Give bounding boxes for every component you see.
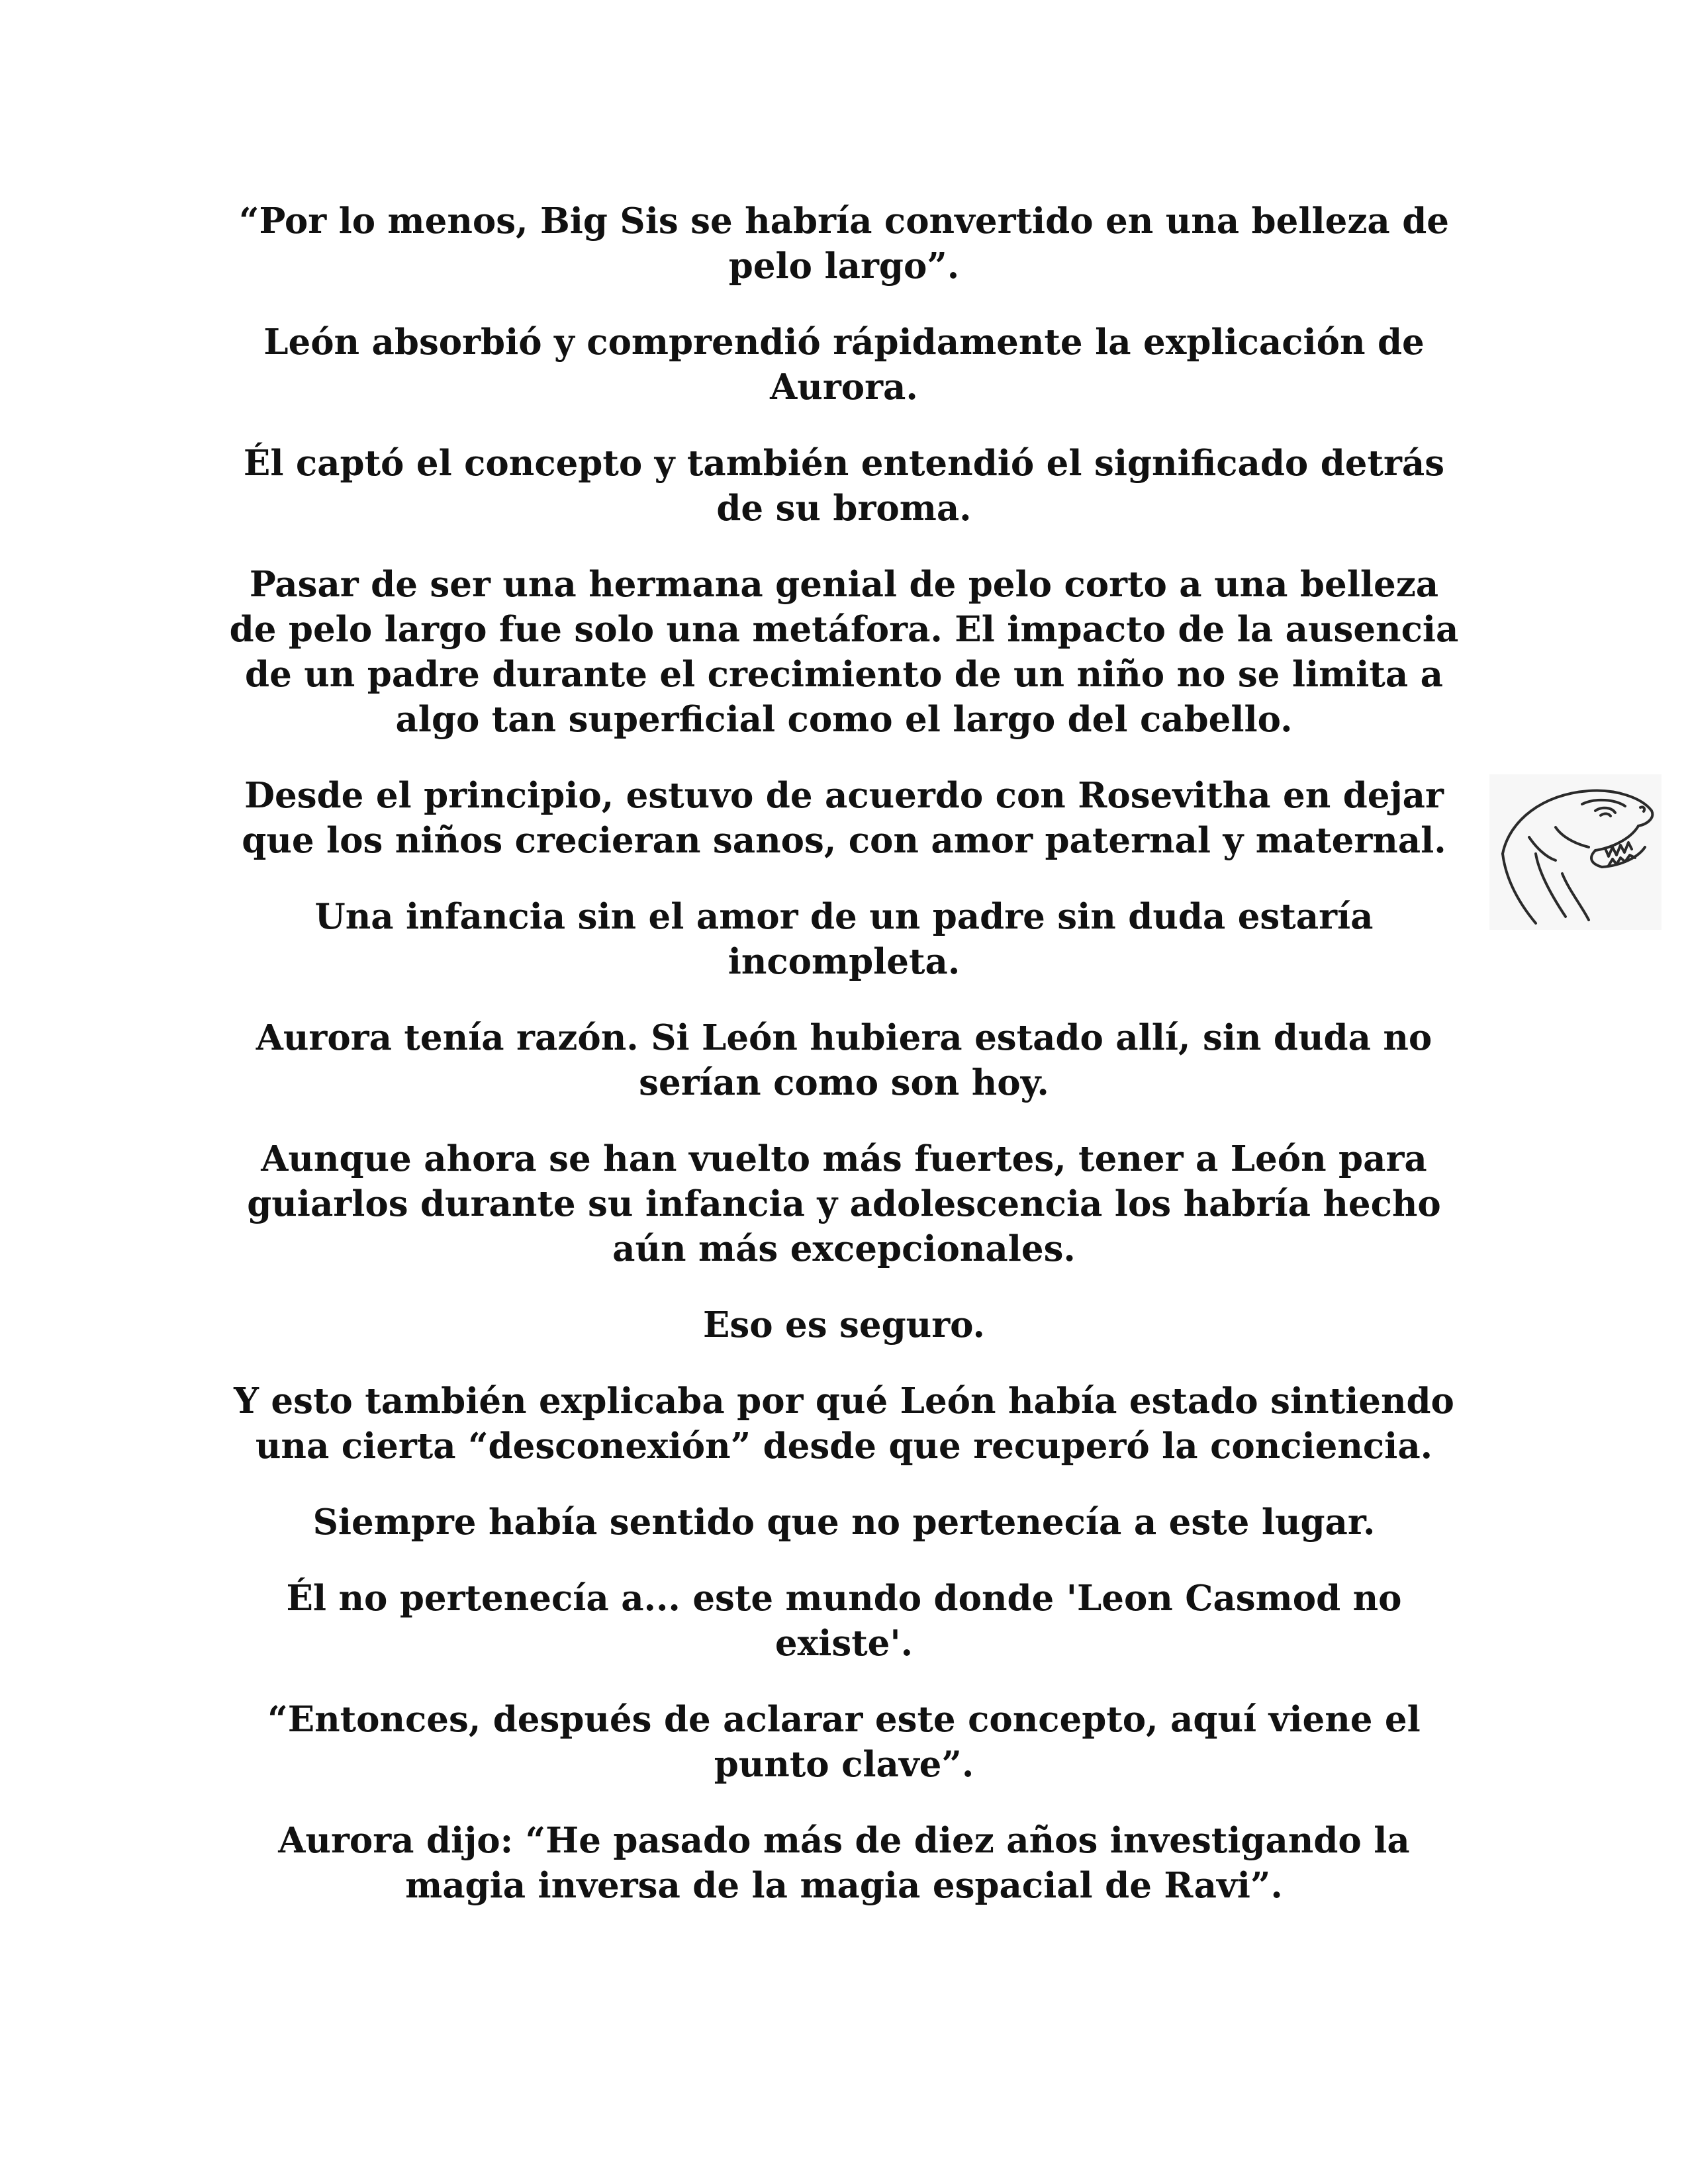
- dinosaur-head-sketch-icon: [1489, 774, 1662, 930]
- paragraph-9: Eso es seguro.: [703, 1304, 985, 1345]
- paragraph-1: “Por lo menos, Big Sis se habría convertido en una belleza de pelo largo”.: [238, 201, 1449, 287]
- paragraph-8: Aunque ahora se han vuelto más fuertes, tener a León para guiarlos durante su infancia y adolescencia los habría hecho aún más excepcionales.: [247, 1138, 1441, 1269]
- paragraph-14: Aurora dijo: “He pasado más de diez años investigando la magia inversa de la magia espacial de Ravi”.: [278, 1820, 1410, 1906]
- paragraph-7: Aurora tenía razón. Si León hubiera estado allí, sin duda no serían como son hoy.: [256, 1017, 1432, 1103]
- paragraph-12: Él no pertenecía a... este mundo donde 'Leon Casmod no existe'.: [286, 1578, 1402, 1664]
- paragraph-3: Él captó el concepto y también entendió el significado detrás de su broma.: [243, 443, 1445, 529]
- paragraph-10: Y esto también explicaba por qué León había estado sintiendo una cierta “desconexión” desde que recuperó la conciencia.: [234, 1381, 1454, 1467]
- paragraph-11: Siempre había sentido que no pertenecía a este lugar.: [312, 1502, 1376, 1543]
- paragraph-4: Pasar de ser una hermana genial de pelo corto a una belleza de pelo largo fue solo una metáfora. El impacto de la ausencia de un padre durante el crecimiento de un niño no se limita a algo tan superficial como el largo del cabello.: [229, 564, 1459, 740]
- paragraph-13: “Entonces, después de aclarar este concepto, aquí viene el punto clave”.: [267, 1699, 1421, 1785]
- paragraph-2: León absorbió y comprendió rápidamente la explicación de Aurora.: [263, 322, 1425, 408]
- paragraph-6: Una infancia sin el amor de un padre sin duda estaría incompleta.: [314, 896, 1374, 982]
- text-column: [228, 199, 1460, 1939]
- paragraph-5: Desde el principio, estuvo de acuerdo con Rosevitha en dejar que los niños crecieran sanos, con amor paternal y maternal.: [242, 775, 1446, 861]
